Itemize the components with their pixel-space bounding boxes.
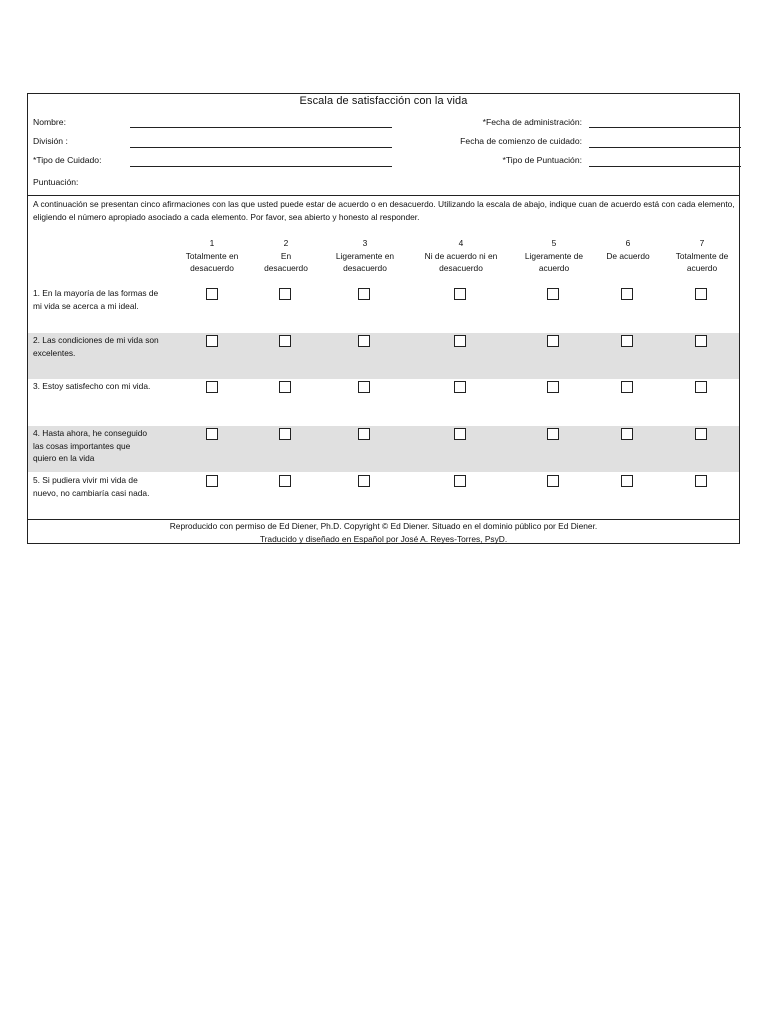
- instructions-text: A continuación se presentan cinco afirmaciones con las que usted puede estar de acuerdo o en desacuerdo. Utilizando la escala de abajo, indique cuan de acuerdo está con cada elemento, eligiendo el número apropiado asociado a cada elemento. Por favor, sea abierto y honesto al responder.: [33, 199, 735, 222]
- scale-label-line2: desacuerdo: [439, 263, 483, 273]
- rating-checkbox-1[interactable]: [206, 288, 218, 300]
- question-row: [28, 426, 739, 472]
- question-row: [28, 379, 739, 425]
- name-label: Nombre:: [33, 117, 66, 127]
- footer-line-1: Reproducido con permiso de Ed Diener, Ph.D. Copyright © Ed Diener. Situado en el dominio público por Ed Diener.: [169, 521, 598, 531]
- question-line: 3. Estoy satisfecho con mi vida.: [33, 381, 151, 391]
- scale-number: 6: [625, 238, 631, 248]
- rating-checkbox-3[interactable]: [358, 475, 370, 487]
- rating-checkbox-1[interactable]: [206, 428, 218, 440]
- rating-checkbox-6[interactable]: [621, 381, 633, 393]
- question-text: [33, 427, 178, 465]
- question-text: [33, 287, 178, 312]
- rating-checkbox-1[interactable]: [206, 335, 218, 347]
- header-divider: [28, 195, 739, 196]
- scale-label-line1: De acuerdo: [606, 250, 650, 261]
- scale-label-line1: Ligeramente de: [524, 250, 584, 261]
- scale-label-line2: desacuerdo: [190, 263, 234, 273]
- score-type-label: *Tipo de Puntuación:: [502, 155, 582, 165]
- question-line: 1. En la mayoría de las formas de: [33, 288, 159, 298]
- rating-checkbox-7[interactable]: [695, 288, 707, 300]
- scale-number: 4: [458, 238, 464, 248]
- admin-date-field[interactable]: [589, 127, 741, 128]
- question-line: nuevo, no cambiaría casi nada.: [33, 487, 150, 498]
- scale-column-7: [652, 237, 752, 275]
- question-line: quiero en la vida: [33, 453, 95, 463]
- care-type-label: *Tipo de Cuidado:: [33, 155, 102, 165]
- question-line: mi vida se acerca a mi ideal.: [33, 300, 139, 311]
- care-type-field[interactable]: [130, 166, 392, 167]
- question-row: [28, 473, 739, 519]
- question-row: [28, 286, 739, 332]
- satisfaction-form: [27, 93, 740, 544]
- scale-label-line1: Ni de acuerdo ni en: [424, 250, 498, 261]
- rating-checkbox-5[interactable]: [547, 335, 559, 347]
- rating-checkbox-5[interactable]: [547, 428, 559, 440]
- care-start-date-label: Fecha de comienzo de cuidado:: [460, 136, 582, 146]
- question-text: [33, 474, 178, 499]
- care-start-date-field[interactable]: [589, 147, 741, 148]
- rating-checkbox-7[interactable]: [695, 381, 707, 393]
- rating-checkbox-6[interactable]: [621, 428, 633, 440]
- scale-label-line2: acuerdo: [538, 263, 570, 273]
- scale-label-line2: acuerdo: [686, 263, 718, 273]
- footer-line-2: Traducido y diseñado en Español por José A. Reyes-Torres, PsyD.: [259, 533, 508, 544]
- division-label: División :: [33, 136, 68, 146]
- scale-label-line2: desacuerdo: [343, 263, 387, 273]
- admin-date-label: *Fecha de administración:: [482, 117, 582, 127]
- rating-checkbox-7[interactable]: [695, 428, 707, 440]
- scale-number: 3: [362, 238, 368, 248]
- question-line: 5. Si pudiera vivir mi vida de: [33, 475, 138, 485]
- rating-checkbox-4[interactable]: [454, 335, 466, 347]
- rating-checkbox-4[interactable]: [454, 475, 466, 487]
- rating-checkbox-6[interactable]: [621, 475, 633, 487]
- score-type-field[interactable]: [589, 166, 741, 167]
- rating-checkbox-3[interactable]: [358, 288, 370, 300]
- scale-column-3: [315, 237, 415, 275]
- scale-number: 7: [699, 238, 705, 248]
- rating-checkbox-1[interactable]: [206, 475, 218, 487]
- rating-checkbox-7[interactable]: [695, 475, 707, 487]
- scale-number: 1: [209, 238, 215, 248]
- rating-checkbox-2[interactable]: [279, 381, 291, 393]
- question-line: 2. Las condiciones de mi vida son: [33, 335, 159, 345]
- scale-label-line1: Totalmente en: [185, 250, 239, 261]
- rating-checkbox-6[interactable]: [621, 335, 633, 347]
- question-line: las cosas importantes que: [33, 440, 131, 451]
- scale-label-line1: Totalmente de: [675, 250, 729, 261]
- scale-column-4: [411, 237, 511, 275]
- question-text: [33, 380, 178, 393]
- rating-checkbox-1[interactable]: [206, 381, 218, 393]
- name-field[interactable]: [130, 127, 392, 128]
- scale-label-line1: En: [280, 250, 292, 261]
- question-line: 4. Hasta ahora, he conseguido: [33, 428, 148, 438]
- rating-checkbox-2[interactable]: [279, 428, 291, 440]
- rating-checkbox-3[interactable]: [358, 428, 370, 440]
- copyright-footer: [28, 520, 739, 545]
- rating-checkbox-2[interactable]: [279, 475, 291, 487]
- rating-checkbox-3[interactable]: [358, 381, 370, 393]
- question-row: [28, 333, 739, 379]
- score-label: Puntuación:: [33, 177, 79, 187]
- rating-checkbox-4[interactable]: [454, 288, 466, 300]
- scale-number: 5: [551, 238, 557, 248]
- rating-checkbox-4[interactable]: [454, 428, 466, 440]
- rating-checkbox-4[interactable]: [454, 381, 466, 393]
- rating-checkbox-5[interactable]: [547, 288, 559, 300]
- question-line: excelentes.: [33, 347, 76, 358]
- scale-label-line2: desacuerdo: [264, 263, 308, 273]
- rating-checkbox-5[interactable]: [547, 381, 559, 393]
- scale-label-line1: Ligeramente en: [335, 250, 395, 261]
- scale-number: 2: [283, 238, 289, 248]
- rating-checkbox-6[interactable]: [621, 288, 633, 300]
- question-text: [33, 334, 178, 359]
- rating-checkbox-2[interactable]: [279, 335, 291, 347]
- rating-checkbox-2[interactable]: [279, 288, 291, 300]
- rating-checkbox-7[interactable]: [695, 335, 707, 347]
- form-title: Escala de satisfacción con la vida: [299, 95, 468, 107]
- rating-checkbox-5[interactable]: [547, 475, 559, 487]
- division-field[interactable]: [130, 147, 392, 148]
- rating-checkbox-3[interactable]: [358, 335, 370, 347]
